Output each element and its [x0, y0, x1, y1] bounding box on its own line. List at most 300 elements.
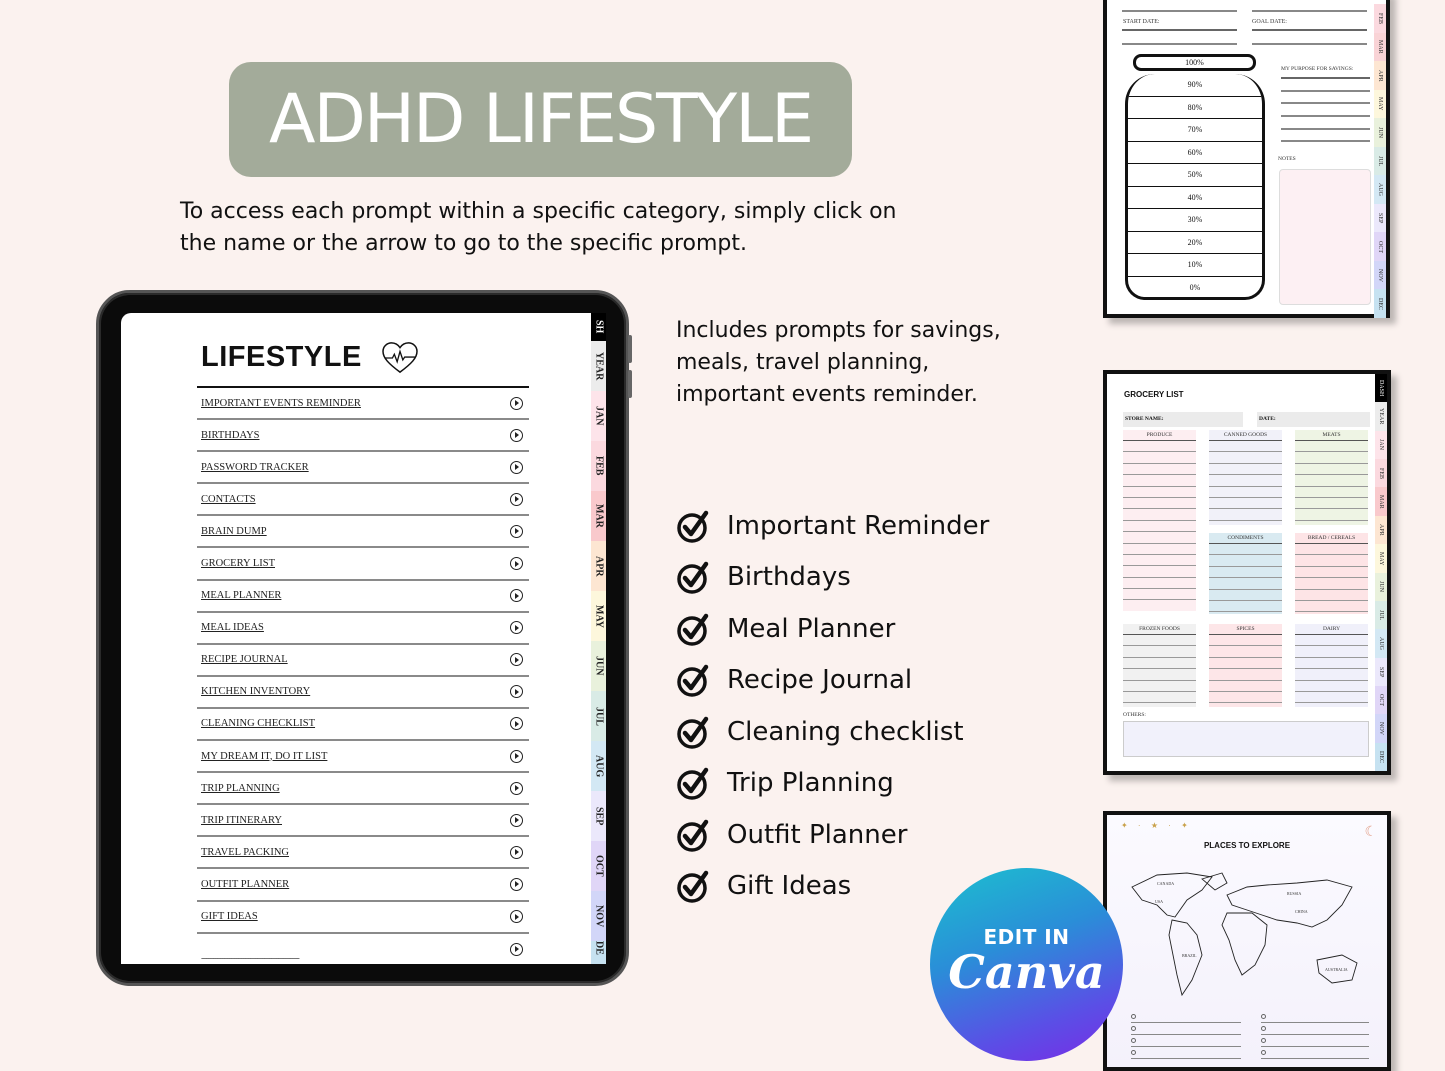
jar-level: 50%: [1128, 164, 1262, 187]
savings-jar: [1133, 54, 1256, 71]
tab-label: DASH: [1378, 380, 1384, 397]
arrow-circle-icon[interactable]: [510, 750, 523, 763]
writing-line[interactable]: [1295, 441, 1368, 452]
arrow-circle-icon[interactable]: [510, 429, 523, 442]
tab-jul[interactable]: [1374, 147, 1386, 176]
writing-line[interactable]: [1123, 441, 1196, 452]
writing-line[interactable]: [1123, 464, 1196, 475]
menu-link[interactable]: TRAVEL PACKING: [201, 846, 289, 858]
writing-line[interactable]: [1123, 681, 1196, 692]
jar-level: 40%: [1128, 187, 1262, 210]
tab-mar[interactable]: [1375, 487, 1387, 515]
tab-label: JUL: [1377, 155, 1383, 167]
feature-label: Cleaning checklist: [727, 716, 964, 747]
tab-jun[interactable]: [591, 641, 606, 691]
menu-item-contacts[interactable]: [197, 484, 529, 516]
checkbox-circle-icon[interactable]: [1261, 1026, 1266, 1031]
writing-line[interactable]: [1123, 521, 1196, 532]
tab-label: YEAR: [1378, 408, 1384, 425]
tab-feb[interactable]: [1374, 4, 1386, 33]
menu-item-cleaning-checklist[interactable]: [197, 709, 529, 741]
menu-link[interactable]: PASSWORD TRACKER: [201, 461, 309, 473]
feature-label: Gift Ideas: [727, 871, 852, 902]
savings-preview: [1103, 0, 1390, 318]
tab-label: JUN: [593, 656, 605, 676]
writing-line[interactable]: [1123, 452, 1196, 463]
tab-label: JUL: [593, 706, 605, 726]
arrow-circle-icon[interactable]: [510, 653, 523, 666]
jar-level: 90%: [1128, 74, 1262, 97]
page-title: ADHD LIFESTYLE: [268, 80, 813, 159]
section-heading: FROZEN FOODS: [1123, 624, 1196, 635]
places-checklist-right: [1261, 1011, 1369, 1059]
tab-label: NOV: [1377, 268, 1383, 282]
svg-text:RUSSIA: RUSSIA: [1287, 891, 1302, 896]
section-heading: PRODUCE: [1123, 430, 1196, 441]
tab-label: AUG: [1377, 183, 1383, 197]
intro-text: [180, 196, 1000, 260]
tab-apr[interactable]: [1375, 516, 1387, 544]
world-map-icon: [1127, 865, 1372, 1010]
tab-aug[interactable]: [1374, 175, 1386, 204]
writing-line[interactable]: [1295, 498, 1368, 509]
menu-link[interactable]: MEAL IDEAS: [201, 622, 264, 634]
writing-line[interactable]: [1123, 566, 1196, 577]
tab-aug[interactable]: [1375, 629, 1387, 657]
heartbeat-icon: [381, 341, 419, 375]
check-circle-icon: [676, 868, 712, 904]
section-heading: DAIRY: [1295, 624, 1368, 635]
menu-link[interactable]: GIFT IDEAS: [201, 911, 258, 923]
check-circle-icon: [676, 662, 712, 698]
writing-line[interactable]: [1295, 487, 1368, 498]
tab-label: SEP: [1378, 666, 1384, 677]
tab-label: SEP: [1377, 212, 1383, 224]
section-heading: BREAD / CEREALS: [1295, 533, 1368, 544]
tab-dec[interactable]: [1374, 289, 1386, 318]
writing-line[interactable]: [1295, 544, 1368, 555]
feature-label: Meal Planner: [727, 613, 896, 644]
tab-sep[interactable]: [1375, 658, 1387, 686]
tab-nov[interactable]: [591, 891, 606, 941]
includes-text: [676, 315, 1056, 411]
store-name-field[interactable]: [1123, 412, 1243, 427]
section-spices: [1209, 624, 1282, 707]
jar-level: 30%: [1128, 209, 1262, 232]
others-box[interactable]: [1123, 721, 1369, 757]
jar-level: 0%: [1189, 282, 1201, 292]
intro-line-2: the name or the arrow to go to the specific prompt.: [180, 231, 748, 256]
arrow-circle-icon[interactable]: [510, 943, 523, 956]
tablet-mockup: [96, 290, 629, 986]
writing-line[interactable]: [1295, 658, 1368, 669]
menu-item-brain-dump[interactable]: [197, 516, 529, 548]
check-circle-icon: [676, 611, 712, 647]
writing-line[interactable]: [1209, 658, 1282, 669]
tab-jun[interactable]: [1375, 573, 1387, 601]
tab-label: JAN: [593, 406, 605, 426]
feature-label: Birthdays: [727, 562, 851, 593]
tab-jul[interactable]: [1375, 601, 1387, 629]
tab-jul[interactable]: [591, 691, 606, 741]
tab-apr[interactable]: [591, 541, 606, 591]
section-heading: SPICES: [1209, 624, 1282, 635]
menu-link[interactable]: TRIP PLANNING: [201, 782, 280, 794]
menu-link-blank[interactable]: ------------------------------------------: [201, 952, 299, 964]
writing-line[interactable]: [1123, 555, 1196, 566]
writing-line[interactable]: [1209, 578, 1282, 589]
menu-link[interactable]: OUTFIT PLANNER: [201, 878, 290, 890]
section-heading: CONDIMENTS: [1209, 533, 1282, 544]
writing-line[interactable]: [1295, 669, 1368, 680]
arrow-circle-icon[interactable]: [510, 589, 523, 602]
tab-year[interactable]: [591, 341, 606, 391]
tab-aug[interactable]: [591, 741, 606, 791]
feature-item: [676, 706, 989, 758]
tab-oct[interactable]: [1374, 232, 1386, 261]
menu-link[interactable]: RECIPE JOURNAL: [201, 654, 288, 666]
writing-line[interactable]: [1123, 498, 1196, 509]
feature-item: [676, 809, 989, 861]
tab-label: FEB: [1378, 467, 1384, 479]
feature-item: [676, 552, 989, 604]
menu-item-meal-planner[interactable]: [197, 581, 529, 613]
savings-month-tabs: [1374, 4, 1386, 318]
writing-line[interactable]: [1295, 578, 1368, 589]
menu-item-recipe-journal[interactable]: [197, 645, 529, 677]
writing-line[interactable]: [1123, 487, 1196, 498]
writing-line[interactable]: [1209, 635, 1282, 646]
notes-label: NOTES: [1278, 156, 1296, 162]
tab-label: SH: [593, 320, 605, 334]
menu-link[interactable]: BRAIN DUMP: [201, 525, 267, 537]
feature-label: Important Reminder: [727, 510, 990, 541]
menu-item-trip-itinerary[interactable]: [197, 805, 529, 837]
canva-logo: Canva: [948, 944, 1105, 999]
tab-label: FEB: [593, 456, 605, 476]
writing-line[interactable]: [1123, 578, 1196, 589]
feature-item: [676, 500, 989, 552]
tab-feb[interactable]: [591, 441, 606, 491]
tab-label: JUN: [1377, 126, 1383, 138]
menu-item-important-events[interactable]: [197, 388, 529, 420]
writing-line[interactable]: [1209, 601, 1282, 612]
tab-label: APR: [593, 555, 605, 577]
date-label: DATE:: [1259, 416, 1276, 422]
svg-text:CANADA: CANADA: [1157, 881, 1175, 886]
places-title: PLACES TO EXPLORE: [1203, 841, 1291, 850]
moon-decoration-icon: ☾: [1364, 823, 1377, 839]
tab-nov[interactable]: [1375, 714, 1387, 742]
writing-line[interactable]: [1295, 509, 1368, 520]
tab-mar[interactable]: [591, 491, 606, 541]
svg-text:BRAZIL: BRAZIL: [1182, 953, 1197, 958]
menu-link[interactable]: BIRTHDAYS: [201, 429, 260, 441]
tab-dash[interactable]: [1375, 374, 1387, 402]
lifestyle-menu: [197, 386, 529, 964]
writing-line[interactable]: [1123, 532, 1196, 543]
section-dairy: [1295, 624, 1368, 707]
arrow-circle-icon[interactable]: [510, 621, 523, 634]
checkbox-circle-icon[interactable]: [1261, 1050, 1266, 1055]
places-preview: [1103, 811, 1391, 1071]
writing-line[interactable]: [1123, 509, 1196, 520]
writing-line[interactable]: [1295, 567, 1368, 578]
feature-label: Recipe Journal: [727, 665, 913, 696]
writing-line[interactable]: [1209, 669, 1282, 680]
jar-level: 70%: [1128, 119, 1262, 142]
writing-line[interactable]: [1295, 646, 1368, 657]
menu-item-trip-planning[interactable]: [197, 773, 529, 805]
menu-item-password-tracker[interactable]: [197, 452, 529, 484]
jar-level: 80%: [1128, 97, 1262, 120]
arrow-circle-icon[interactable]: [510, 846, 523, 859]
tablet-screen: [121, 313, 606, 964]
tab-label: MAR: [1377, 39, 1383, 54]
checkbox-circle-icon[interactable]: [1131, 1014, 1136, 1019]
writing-line[interactable]: [1123, 635, 1196, 646]
tab-label: DEC: [1377, 297, 1383, 310]
tab-year[interactable]: [1375, 402, 1387, 430]
title-banner: [229, 62, 852, 177]
month-tabs: [591, 313, 606, 964]
arrow-circle-icon[interactable]: [510, 685, 523, 698]
purpose-label: MY PURPOSE FOR SAVINGS:: [1281, 66, 1354, 72]
tab-label: APR: [1377, 69, 1383, 82]
tab-jan[interactable]: [1375, 431, 1387, 459]
menu-link[interactable]: TRIP ITINERARY: [201, 814, 282, 826]
checkbox-circle-icon[interactable]: [1261, 1014, 1266, 1019]
section-canned-goods: [1209, 430, 1282, 525]
writing-line[interactable]: [1209, 441, 1282, 452]
grocery-month-tabs: [1375, 374, 1387, 771]
svg-text:CHINA: CHINA: [1295, 909, 1308, 914]
menu-item-birthdays[interactable]: [197, 420, 529, 452]
menu-link[interactable]: IMPORTANT EVENTS REMINDER: [201, 397, 361, 409]
writing-line[interactable]: [1295, 475, 1368, 486]
tab-label: OCT: [1377, 240, 1383, 253]
lifestyle-title: LIFESTYLE: [201, 341, 362, 373]
arrow-circle-icon[interactable]: [510, 557, 523, 570]
section-produce: [1123, 430, 1196, 611]
tab-jun[interactable]: [1374, 118, 1386, 147]
tab-label: JAN: [1378, 439, 1384, 451]
check-circle-icon: [676, 714, 712, 750]
tab-oct[interactable]: [591, 841, 606, 891]
menu-link[interactable]: KITCHEN INVENTORY: [201, 686, 311, 698]
writing-line[interactable]: [1295, 452, 1368, 463]
tab-label: FEB: [1377, 12, 1383, 24]
checkbox-circle-icon[interactable]: [1261, 1038, 1266, 1043]
menu-link[interactable]: GROCERY LIST: [201, 558, 275, 570]
grocery-title: GROCERY LIST: [1124, 390, 1184, 399]
tab-label: OCT: [1378, 694, 1384, 707]
section-heading: CANNED GOODS: [1209, 430, 1282, 441]
others-label: OTHERS:: [1123, 712, 1146, 718]
writing-line[interactable]: [1295, 464, 1368, 475]
menu-item-gift-ideas[interactable]: [197, 902, 529, 934]
tab-label: DEC: [1378, 750, 1384, 763]
writing-line[interactable]: [1209, 646, 1282, 657]
tab-label: SEP: [593, 806, 605, 826]
writing-line[interactable]: [1295, 555, 1368, 566]
tab-label: NOV: [593, 904, 605, 928]
includes-line: Includes prompts for savings,: [676, 318, 1001, 343]
tablet-side-button: [628, 335, 632, 363]
menu-item-blank[interactable]: [197, 934, 529, 964]
edit-in-canva-badge[interactable]: [930, 868, 1123, 1061]
tab-may[interactable]: [1374, 90, 1386, 119]
menu-item-travel-packing[interactable]: [197, 837, 529, 869]
writing-line[interactable]: [1123, 544, 1196, 555]
feature-item: [676, 758, 989, 810]
writing-line[interactable]: [1209, 590, 1282, 601]
tab-label: NOV: [1378, 721, 1384, 735]
notes-box[interactable]: [1279, 169, 1371, 305]
jar-body: [1125, 74, 1265, 300]
arrow-circle-icon[interactable]: [510, 493, 523, 506]
places-checklist-left: [1131, 1011, 1241, 1059]
menu-item-kitchen-inventory[interactable]: [197, 677, 529, 709]
writing-line[interactable]: [1123, 475, 1196, 486]
tab-label: JUN: [1378, 581, 1384, 593]
svg-text:USA: USA: [1155, 899, 1164, 904]
writing-line[interactable]: [1295, 692, 1368, 703]
tab-mar[interactable]: [1374, 33, 1386, 62]
checkbox-circle-icon[interactable]: [1131, 1050, 1136, 1055]
feature-item: [676, 603, 989, 655]
tab-dec[interactable]: [1375, 743, 1387, 771]
jar-level: 10%: [1128, 254, 1262, 277]
svg-text:AUSTRALIA: AUSTRALIA: [1325, 967, 1348, 972]
feature-label: Trip Planning: [727, 768, 894, 799]
writing-line[interactable]: [1295, 601, 1368, 612]
writing-line[interactable]: [1209, 498, 1282, 509]
tab-label: MAY: [593, 604, 605, 628]
writing-line[interactable]: [1209, 692, 1282, 703]
arrow-circle-icon[interactable]: [510, 525, 523, 538]
menu-link[interactable]: CLEANING CHECKLIST: [201, 718, 316, 730]
tab-label: MAY: [1377, 97, 1383, 111]
arrow-circle-icon[interactable]: [510, 461, 523, 474]
jar-level: 60%: [1128, 142, 1262, 165]
writing-line[interactable]: [1123, 669, 1196, 680]
writing-line[interactable]: [1295, 590, 1368, 601]
menu-link[interactable]: MY DREAM IT, DO IT LIST: [201, 750, 328, 762]
writing-line[interactable]: [1295, 681, 1368, 692]
section-bread-cereals: [1295, 533, 1368, 614]
writing-line[interactable]: [1209, 452, 1282, 463]
check-circle-icon: [676, 765, 712, 801]
writing-line[interactable]: [1209, 509, 1282, 520]
tab-label: MAR: [1378, 494, 1384, 509]
tab-sep[interactable]: [1374, 204, 1386, 233]
menu-link[interactable]: MEAL PLANNER: [201, 590, 282, 602]
tab-may[interactable]: [591, 591, 606, 641]
tab-label: APR: [1378, 524, 1384, 536]
tab-jan[interactable]: [591, 391, 606, 441]
check-circle-icon: [676, 817, 712, 853]
arrow-circle-icon[interactable]: [510, 717, 523, 730]
menu-item-dream-it-list[interactable]: [197, 741, 529, 773]
canva-badge-line1: EDIT IN: [983, 924, 1070, 949]
arrow-circle-icon[interactable]: [510, 814, 523, 827]
tab-may[interactable]: [1375, 544, 1387, 572]
writing-line[interactable]: [1209, 487, 1282, 498]
writing-line[interactable]: [1209, 555, 1282, 566]
section-heading: MEATS: [1295, 430, 1368, 441]
tab-feb[interactable]: [1375, 459, 1387, 487]
writing-line[interactable]: [1209, 475, 1282, 486]
section-condiments: [1209, 533, 1282, 614]
intro-line-1: To access each prompt within a specific category, simply click on: [180, 199, 897, 224]
tab-dec[interactable]: [591, 941, 606, 964]
writing-line[interactable]: [1123, 589, 1196, 600]
writing-line[interactable]: [1209, 464, 1282, 475]
goal-date-label: GOAL DATE:: [1252, 19, 1287, 25]
feature-label: Outfit Planner: [727, 819, 908, 850]
tab-apr[interactable]: [1374, 61, 1386, 90]
menu-link[interactable]: CONTACTS: [201, 493, 256, 505]
menu-item-meal-ideas[interactable]: [197, 613, 529, 645]
jar-level: 20%: [1128, 232, 1262, 255]
writing-line[interactable]: [1209, 544, 1282, 555]
tab-label: AUG: [1378, 636, 1384, 650]
tab-label: JUL: [1378, 609, 1384, 621]
tab-label: YEAR: [593, 351, 605, 381]
writing-line[interactable]: [1295, 635, 1368, 646]
feature-list: [676, 500, 989, 912]
includes-line: important events reminder.: [676, 382, 978, 407]
stars-decoration-icon: ✦ · ★ · ✦: [1121, 821, 1192, 830]
writing-line[interactable]: [1123, 646, 1196, 657]
checkbox-circle-icon[interactable]: [1131, 1026, 1136, 1031]
arrow-circle-icon[interactable]: [510, 910, 523, 923]
tab-dash[interactable]: [591, 313, 606, 341]
check-circle-icon: [676, 559, 712, 595]
writing-line[interactable]: [1209, 567, 1282, 578]
tab-label: AUG: [593, 754, 605, 778]
grocery-preview: [1103, 370, 1391, 775]
check-circle-icon: [676, 508, 712, 544]
includes-line: meals, travel planning,: [676, 350, 930, 375]
store-label: STORE NAME:: [1125, 416, 1164, 422]
checkbox-circle-icon[interactable]: [1131, 1038, 1136, 1043]
writing-line[interactable]: [1123, 658, 1196, 669]
tab-label: OCT: [593, 855, 605, 877]
date-field[interactable]: [1257, 412, 1370, 427]
feature-item: [676, 655, 989, 707]
menu-item-grocery-list[interactable]: [197, 548, 529, 580]
writing-line[interactable]: [1209, 681, 1282, 692]
tab-nov[interactable]: [1374, 261, 1386, 290]
feature-item: [676, 861, 989, 913]
arrow-circle-icon[interactable]: [510, 397, 523, 410]
tab-oct[interactable]: [1375, 686, 1387, 714]
jar-level: 100%: [1185, 58, 1204, 67]
tablet-side-button: [628, 370, 632, 398]
section-meats: [1295, 430, 1368, 525]
arrow-circle-icon[interactable]: [510, 878, 523, 891]
menu-item-outfit-planner[interactable]: [197, 869, 529, 901]
section-frozen-foods: [1123, 624, 1196, 707]
start-date-label: START DATE:: [1123, 19, 1160, 25]
tab-label: DE: [593, 941, 605, 955]
tab-label: MAY: [1378, 551, 1384, 566]
tab-sep[interactable]: [591, 791, 606, 841]
writing-line[interactable]: [1123, 692, 1196, 703]
arrow-circle-icon[interactable]: [510, 782, 523, 795]
